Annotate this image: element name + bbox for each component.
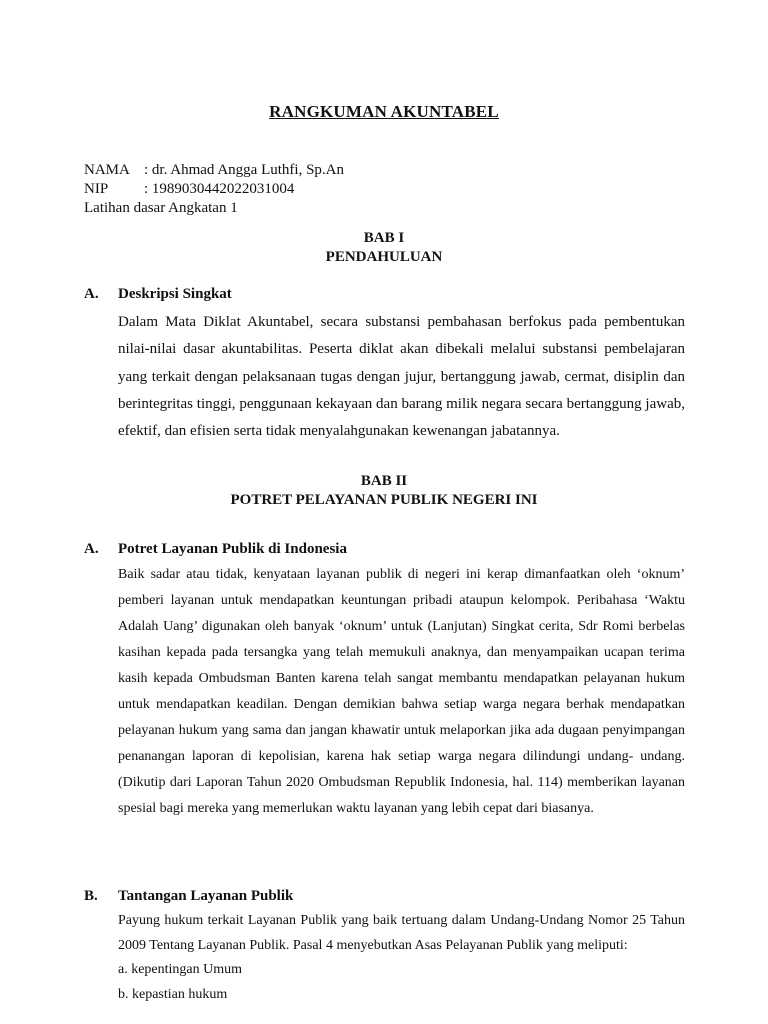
bab1-title: PENDAHULUAN: [325, 249, 443, 265]
bab1-section-a-body: Dalam Mata Diklat Akuntabel, secara substansi pembahasan berfokus pada pembentukan nilai-nilai dasar akuntabilitas. Peserta diklat akan dibekali melalui substansi pembelajaran yang terkait dengan pelaksanaan tugas dengan jujur, bertanggung jawab, cermat, disiplin dan berintegritas tinggi, penggunaan kekayaan dan barang milik negara secara bertanggung jawab, efektif, dan efisien serta tidak menyalahgunakan kewenangan jabatannya.: [118, 314, 685, 440]
section-title: Deskripsi Singkat: [118, 286, 232, 302]
name-row: [84, 161, 344, 180]
section-letter: A.: [84, 286, 99, 302]
bab2-section-b-heading: [84, 888, 293, 905]
nip-value: : 198903044202203100​4: [144, 181, 295, 197]
list-item: b. kepastian hukum: [118, 987, 228, 1002]
section-title: Potret Layanan Publik di Indonesia: [118, 541, 347, 557]
bab2-section-a-heading: [84, 541, 347, 558]
bab1-section-a-heading: [84, 286, 232, 303]
section-letter: A.: [84, 541, 99, 557]
bab2-section-a-body: Baik sadar atau tidak, kenyataan layanan publik di negeri ini kerap dimanfaatkan oleh ‘oknum’ pemberi layanan untuk mendapatkan keuntungan pribadi ataupun kelompok. Peribahasa ‘Waktu Adalah Uang’ digunakan oleh banyak ‘oknum’ untuk (Lanjutan) Singkat cerita, Sdr Romi berbelas kasihan kepada pada tersangka yang telah memukuli anaknya, dan menyampaikan ucapan terima kasih kepada Ombudsman Banten karena telah sangat membantu mendapatkan pelayanan hukum untuk mendapatkan keadilan. Dengan demikian bahwa setiap warga negara berhak mendapatkan pelayanan hukum yang sama dan jangan khawatir untuk melaporkan jika ada dugaan penyimpangan penanangan laporan di kepolisian, karena hak setiap warga negara dilindungi undang- undang. (Dikutip dari Laporan Tahun 2020 Ombudsman Republik Indonesia, hal. 114) memberikan layanan spesial bagi mereka yang memerlukan waktu layanan yang lebih cepat dari biasanya.: [118, 567, 685, 816]
nip-row: [84, 180, 344, 199]
section-title: Tantangan Layanan Publik: [118, 888, 294, 904]
nip-key: NIP: [84, 181, 109, 197]
bab2-title: POTRET PELAYANAN PUBLIK NEGERI INI: [230, 492, 538, 508]
bab2-label: BAB II: [360, 473, 408, 489]
bab2-section-b-body: Payung hukum terkait Layanan Publik yang baik tertuang dalam Undang-Undang Nomor 25 Tahun 2009 Tentang Layanan Publik. Pasal 4 menyebutkan Asas Pelayanan Publik yang meliputi:: [118, 913, 685, 953]
bab2-heading: [0, 472, 768, 510]
bab1-label: BAB I: [363, 230, 405, 246]
list-item: a. kepentingan Umum: [118, 962, 243, 977]
name-key: NAMA: [84, 162, 130, 178]
training-line: Latihan dasar Angkatan 1: [84, 200, 238, 216]
section-letter: B.: [84, 888, 98, 904]
name-value: : dr. Ahmad Angga Luthfi, Sp.An: [144, 162, 344, 178]
identity-block: [84, 161, 344, 218]
bab1-heading: [0, 229, 768, 267]
document-title: RANGKUMAN AKUNTABEL: [269, 102, 499, 121]
